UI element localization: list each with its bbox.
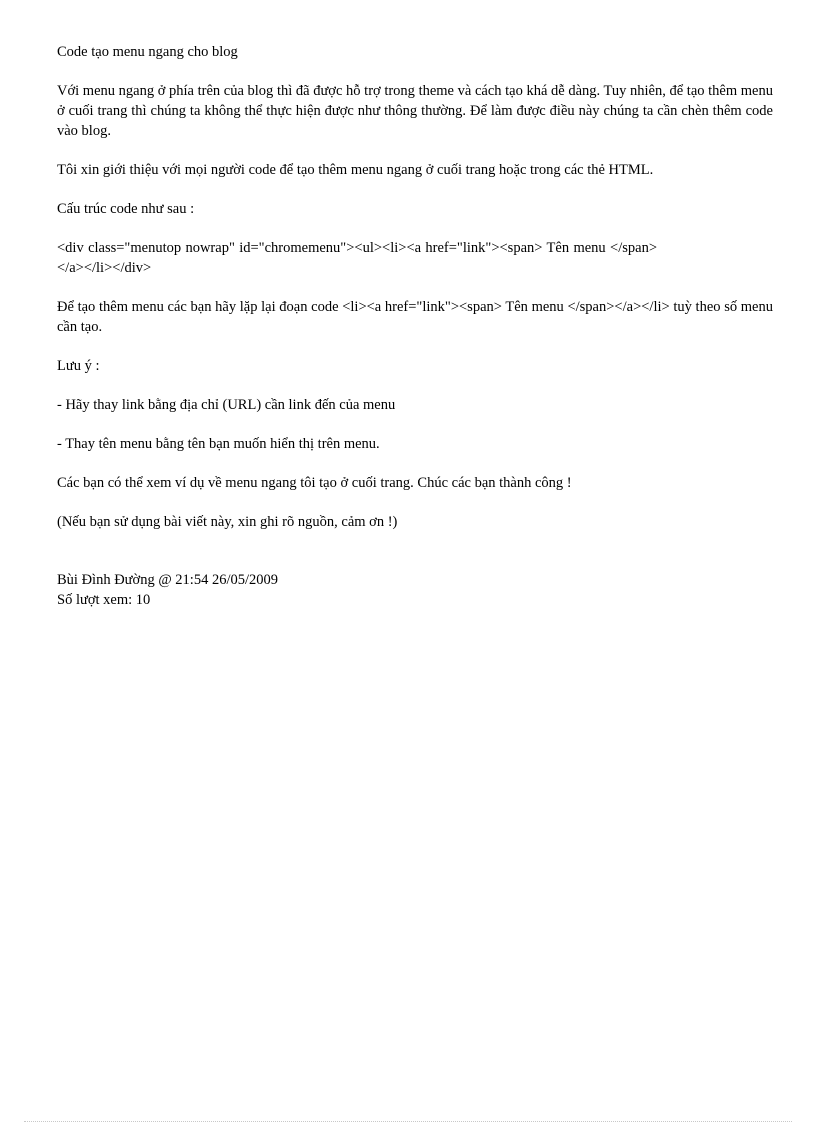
document-title: Code tạo menu ngang cho blog	[57, 44, 238, 60]
document-page	[57, 42, 773, 610]
author-line: Bùi Đình Đường @ 21:54 26/05/2009	[57, 572, 279, 588]
paragraph-repeat-instruction: Để tạo thêm menu các bạn hãy lặp lại đoạn code <li><a href="link"><span> Tên menu </span></a></li> tuỳ theo số menu cần tạo.	[57, 299, 773, 335]
paragraph-intro: Với menu ngang ở phía trên của blog thì đã được hỗ trợ trong theme và cách tạo khá dễ dàng. Tuy nhiên, để tạo thêm menu ở cuối trang thì chúng ta không thể thực hiện được như thông thường. Để làm được điều này chúng ta cần chèn thêm code vào blog.	[57, 83, 773, 139]
page-bottom-divider	[24, 1121, 792, 1122]
paragraph-introduction: Tôi xin giới thiệu với mọi người code để tạo thêm menu ngang ở cuối trang hoặc trong các thẻ HTML.	[57, 162, 654, 178]
paragraph-note-name: - Thay tên menu bằng tên bạn muốn hiển thị trên menu.	[57, 436, 380, 452]
paragraph-code-structure-label: Cấu trúc code như sau :	[57, 201, 195, 217]
post-footer	[57, 570, 773, 610]
paragraph-source-request: (Nếu bạn sử dụng bài viết này, xin ghi rõ nguồn, cảm ơn !)	[57, 514, 398, 530]
paragraph-note-label: Lưu ý :	[57, 358, 100, 374]
views-line: Số lượt xem: 10	[57, 592, 151, 608]
paragraph-note-link: - Hãy thay link bằng địa chỉ (URL) cần link đến của menu	[57, 397, 396, 413]
paragraph-code-sample: <div class="menutop nowrap" id="chromemenu"><ul><li><a href="link"><span> Tên menu </span></a></li></div>	[57, 240, 657, 276]
paragraph-example: Các bạn có thể xem ví dụ về menu ngang tôi tạo ở cuối trang. Chúc các bạn thành công !	[57, 475, 572, 491]
